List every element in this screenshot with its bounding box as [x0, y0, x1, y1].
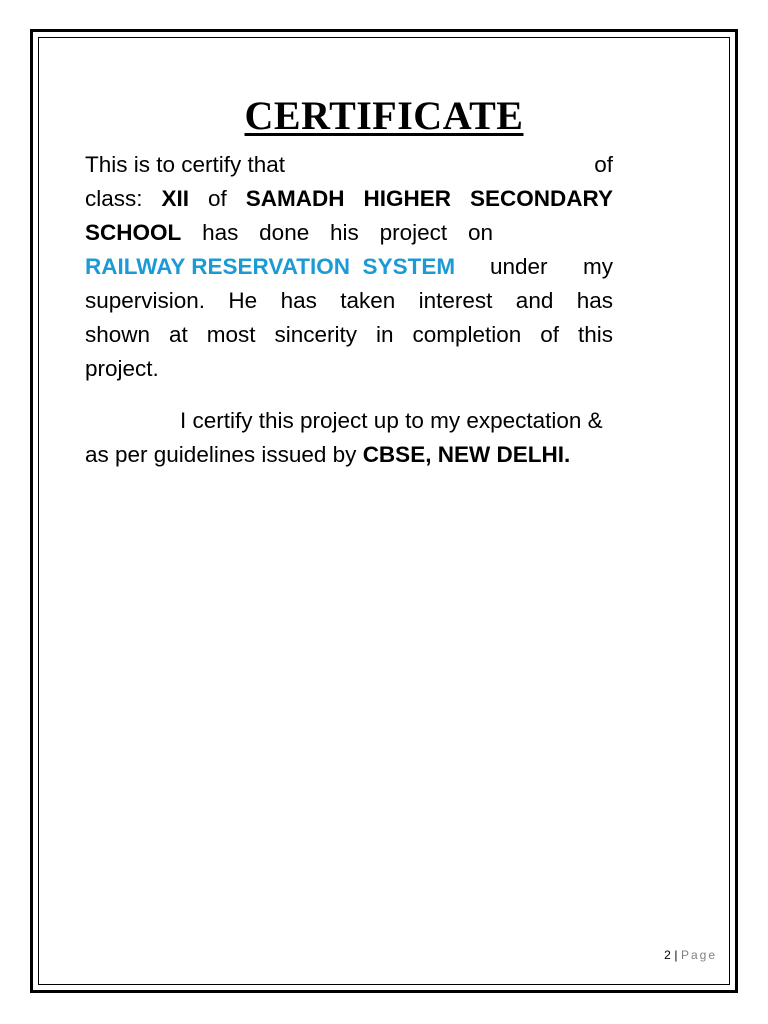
para1-line2 [85, 182, 613, 216]
page-number-footer [664, 948, 717, 962]
para2-line2 [85, 438, 613, 472]
guidelines-text: as per guidelines issued by [85, 442, 357, 467]
school-name-part2: SCHOOL [85, 220, 182, 245]
para1-line7: project. [85, 356, 159, 381]
certificate-title: CERTIFICATE [244, 93, 524, 138]
para1-line3 [85, 216, 493, 250]
page-number: 2 [664, 948, 672, 962]
para1-line1 [85, 148, 613, 182]
project-intro-text: has done his project on [202, 220, 493, 245]
school-name-part1: SAMADH HIGHER SECONDARY [245, 186, 613, 211]
under-my-text: under my [490, 254, 613, 279]
project-name: RAILWAY RESERVATION SYSTEM [85, 254, 456, 279]
certify-text: This is to certify that [85, 152, 286, 177]
para1-line6: shown at most sincerity in completion of this [85, 322, 613, 347]
of-text: of [594, 152, 613, 177]
para2-line1: I certify this project up to my expectation & [180, 408, 603, 433]
class-value: XII [161, 186, 190, 211]
of-text-2: of [208, 186, 227, 211]
para1-line5: supervision. He has taken interest and has [85, 288, 613, 313]
page-separator: | [674, 948, 678, 962]
board-name: CBSE, NEW DELHI. [362, 442, 571, 467]
class-label: class: [85, 186, 143, 211]
page-label: Page [680, 948, 717, 962]
para1-line4 [85, 250, 613, 284]
